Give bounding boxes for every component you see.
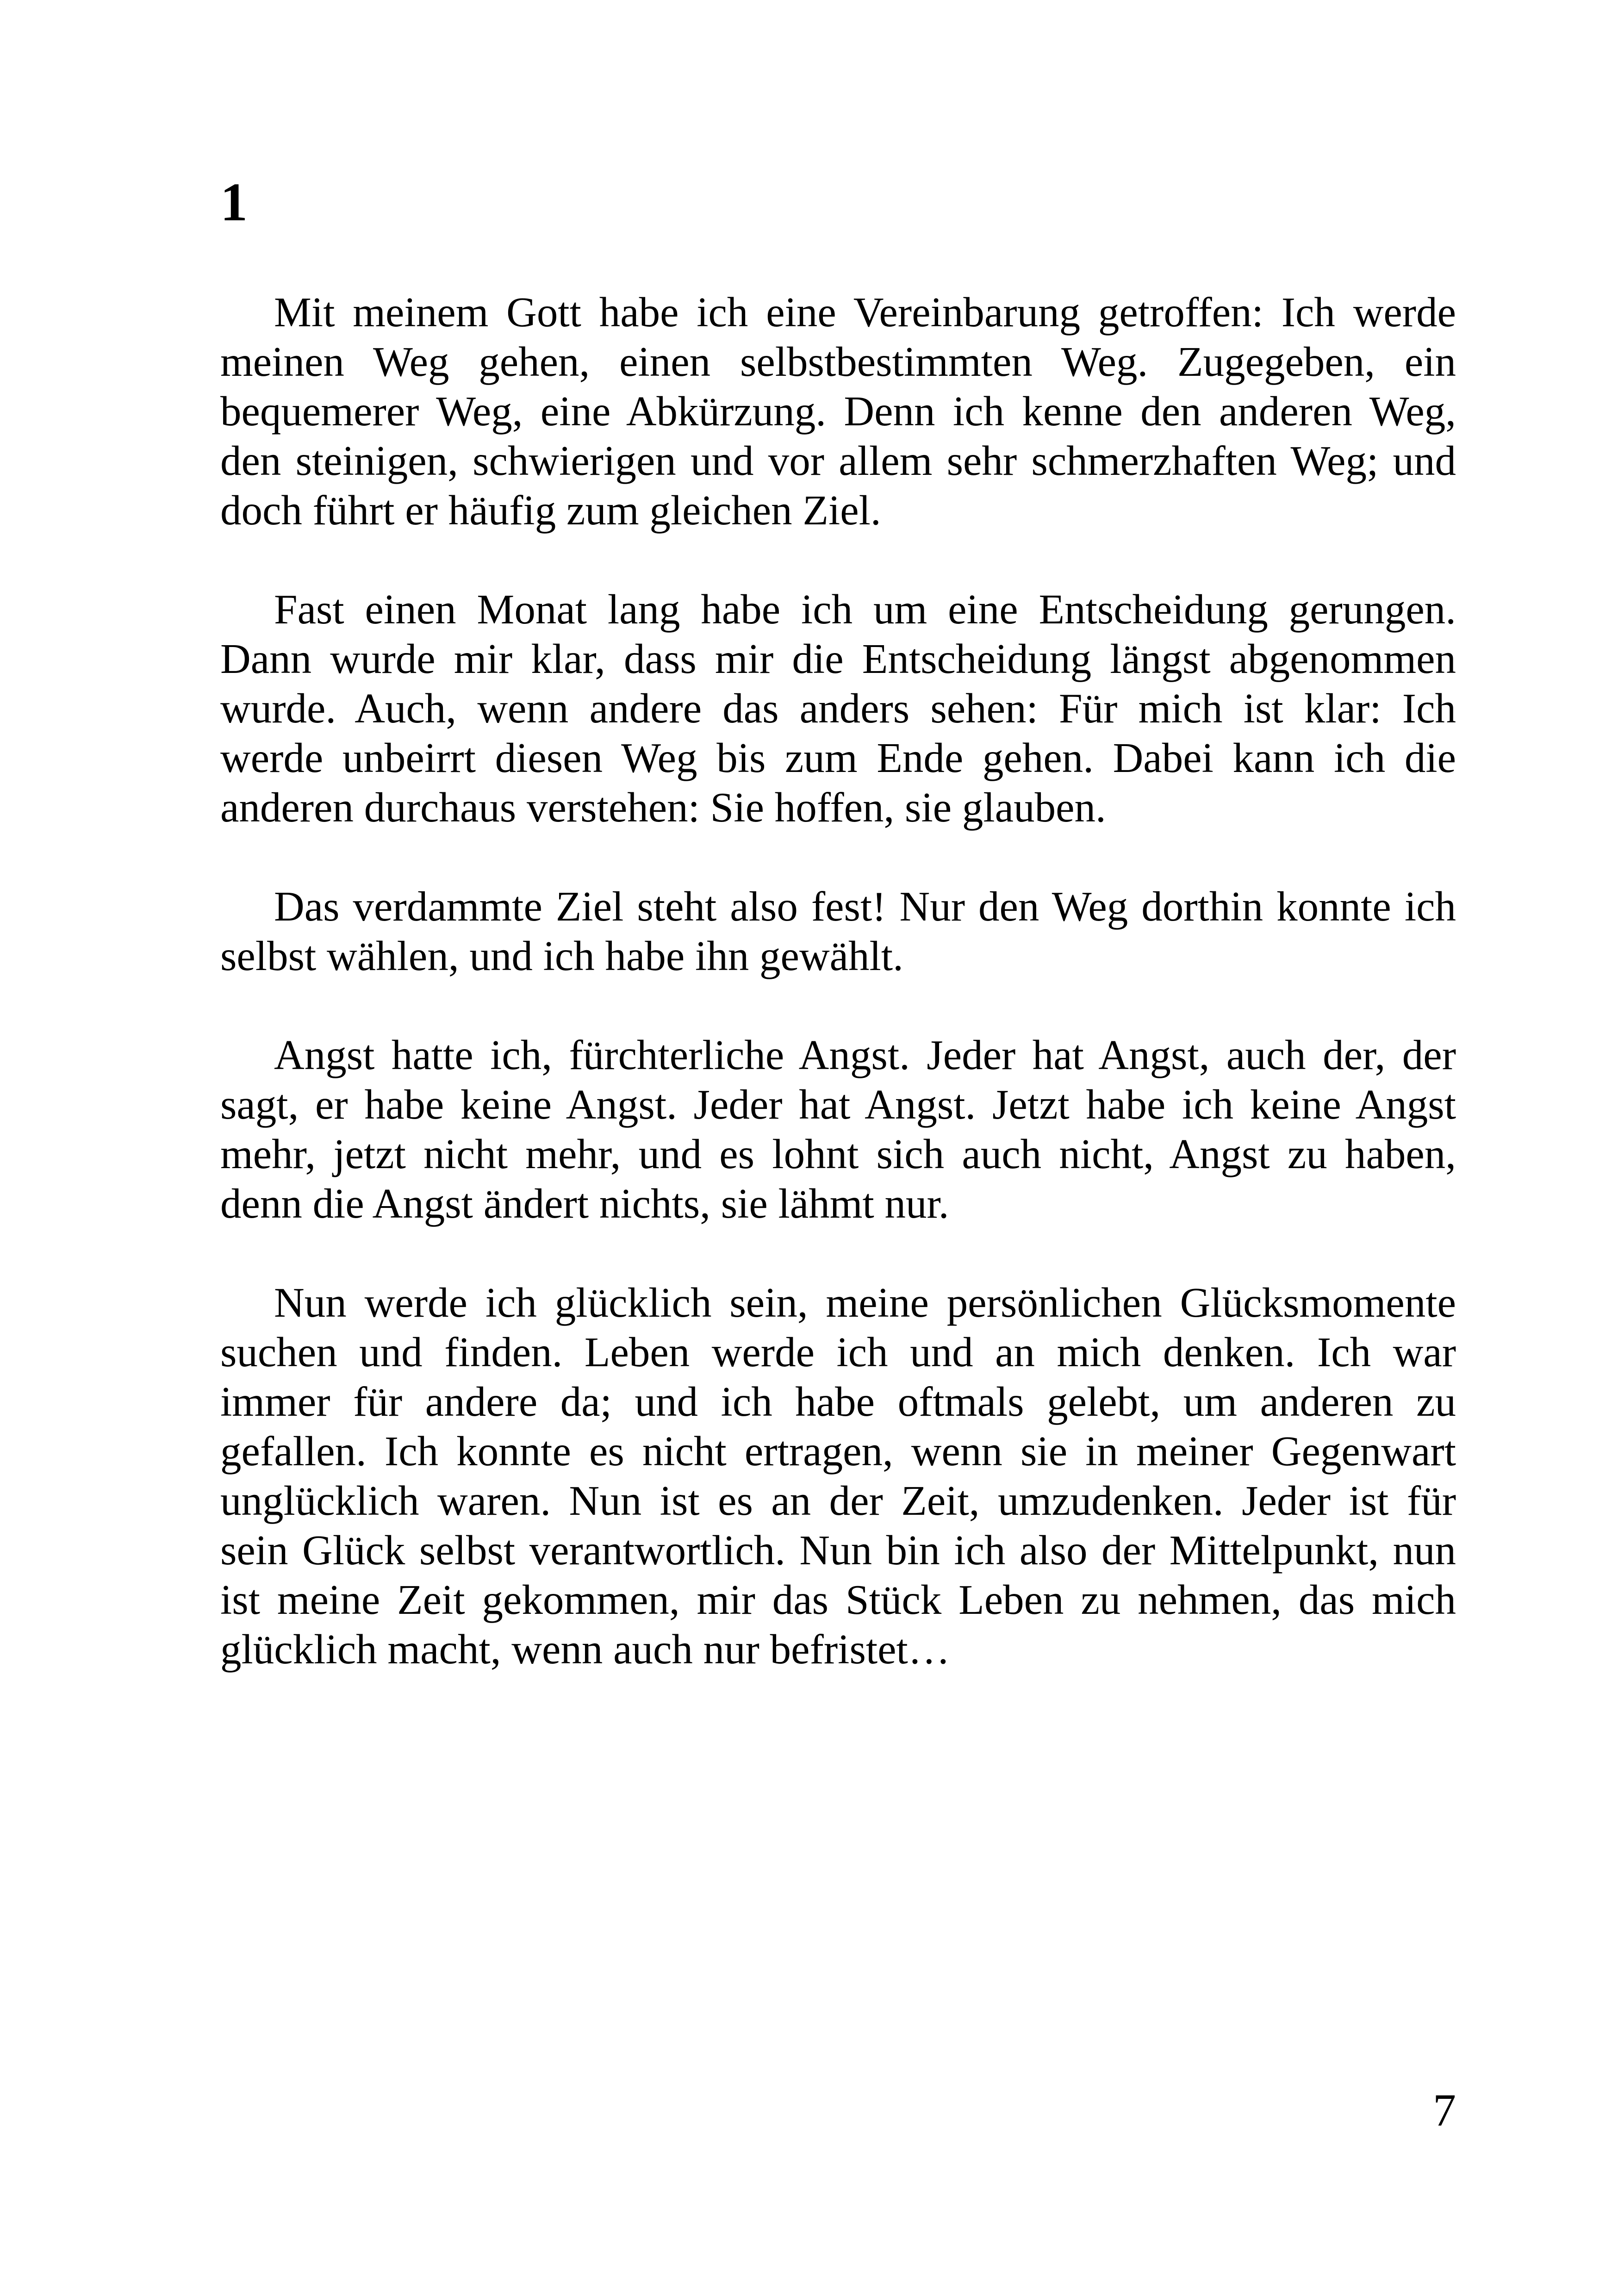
text-line: den steinigen, schwierigen und vor allem sehr schmerzhaften Weg; und: [220, 437, 1456, 484]
text-line: Mit meinem Gott habe ich eine Vereinbarung getroffen: Ich werde: [274, 289, 1456, 336]
text-line: glücklich macht, wenn auch nur befristet…: [220, 1626, 950, 1673]
text-line: immer für andere da; und ich habe oftmals gelebt, um anderen zu: [220, 1378, 1456, 1425]
text-line: werde unbeirrt diesen Weg bis zum Ende gehen. Dabei kann ich die: [220, 734, 1456, 781]
text-line: Angst hatte ich, fürchterliche Angst. Jeder hat Angst, auch der, der: [274, 1032, 1456, 1078]
text-line: sagt, er habe keine Angst. Jeder hat Angst. Jetzt habe ich keine Angst: [220, 1081, 1456, 1128]
paragraph: [220, 882, 1456, 981]
paragraph: [220, 1278, 1456, 1674]
text-line: Fast einen Monat lang habe ich um eine Entscheidung gerungen.: [274, 586, 1456, 633]
text-line: wurde. Auch, wenn andere das anders sehen: Für mich ist klar: Ich: [220, 685, 1456, 732]
text-line: Nun werde ich glücklich sein, meine persönlichen Glücksmomente: [274, 1279, 1456, 1326]
text-line: suchen und finden. Leben werde ich und an mich denken. Ich war: [220, 1329, 1456, 1375]
paragraph: [220, 585, 1456, 832]
text-line: meinen Weg gehen, einen selbstbestimmten Weg. Zugegeben, ein: [220, 338, 1456, 385]
chapter-number: 1: [220, 172, 248, 232]
text-line: anderen durchaus verstehen: Sie hoffen, sie glauben.: [220, 784, 1106, 831]
text-line: selbst wählen, und ich habe ihn gewählt.: [220, 933, 903, 979]
text-line: bequemerer Weg, eine Abkürzung. Denn ich kenne den anderen Weg,: [220, 388, 1456, 435]
text-line: Das verdammte Ziel steht also fest! Nur den Weg dorthin konnte ich: [274, 883, 1456, 930]
text-line: denn die Angst ändert nichts, sie lähmt nur.: [220, 1180, 949, 1227]
text-line: sein Glück selbst verantwortlich. Nun bin ich also der Mittelpunkt, nun: [220, 1527, 1456, 1574]
page-number: 7: [1433, 2084, 1456, 2136]
paragraph: [220, 287, 1456, 535]
paragraph: [220, 1030, 1456, 1228]
text-line: gefallen. Ich konnte es nicht ertragen, wenn sie in meiner Gegenwart: [220, 1428, 1456, 1475]
text-line: Dann wurde mir klar, dass mir die Entscheidung längst abgenommen: [220, 635, 1456, 682]
text-line: ist meine Zeit gekommen, mir das Stück Leben zu nehmen, das mich: [220, 1576, 1456, 1623]
chapter-body: [220, 287, 1456, 1724]
text-line: doch führt er häufig zum gleichen Ziel.: [220, 487, 881, 534]
text-line: mehr, jetzt nicht mehr, und es lohnt sich auch nicht, Angst zu haben,: [220, 1131, 1456, 1177]
text-line: unglücklich waren. Nun ist es an der Zeit, umzudenken. Jeder ist für: [220, 1477, 1456, 1524]
